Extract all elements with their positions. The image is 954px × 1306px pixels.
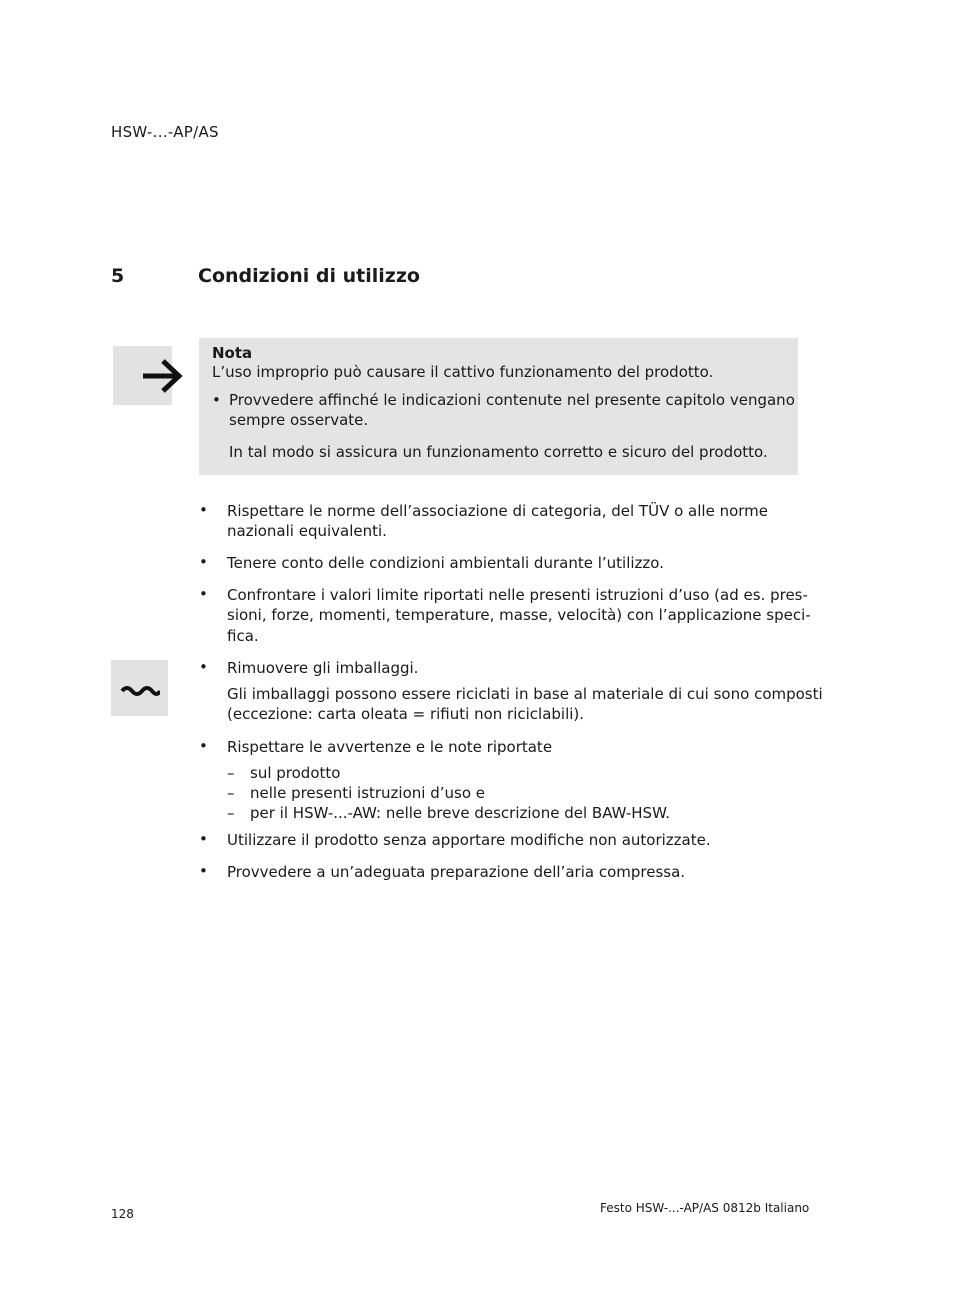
sub-item-1: sul prodotto <box>250 764 341 782</box>
list-bullet: • <box>199 585 208 603</box>
list-item-3-line3: fica. <box>227 627 259 645</box>
note-icon-box <box>113 346 172 405</box>
list-item-3-line2: sioni, forze, momenti, temperature, masse, velocità) con l’applicazione speci- <box>227 606 811 624</box>
list-item-1-line1: Rispettare le norme dell’associazione di categoria, del TÜV o alle norme <box>227 502 769 520</box>
sub-item-dash: – <box>227 784 235 802</box>
list-item-4-detail-line1: Gli imballaggi possono essere riciclati in base al materiale di cui sono composti <box>227 685 823 703</box>
list-bullet: • <box>199 658 208 676</box>
list-item-1-line2: nazionali equivalenti. <box>227 522 387 540</box>
list-item-4-detail-line2: (eccezione: carta oleata = rifiuti non riciclabili). <box>227 705 585 723</box>
publication-footer: Festo HSW-...-AP/AS 0812b Italiano <box>600 1201 810 1215</box>
list-item-4: Rimuovere gli imballaggi. <box>227 659 419 677</box>
sub-item-3: per il HSW-...-AW: nelle breve descrizione del BAW-HSW. <box>250 804 670 822</box>
list-bullet: • <box>199 830 208 848</box>
sub-item-dash: – <box>227 764 235 782</box>
note-result: In tal modo si assicura un funzionamento corretto e sicuro del prodotto. <box>229 443 768 461</box>
list-bullet: • <box>199 553 208 571</box>
note-text: L’uso improprio può causare il cattivo funzionamento del prodotto. <box>212 363 714 381</box>
sub-item-2: nelle presenti istruzioni d’uso e <box>250 784 486 802</box>
sub-item-dash: – <box>227 804 235 822</box>
page-number: 128 <box>111 1207 134 1221</box>
note-instruction-line1: Provvedere affinché le indicazioni contenute nel presente capitolo vengano <box>229 391 795 409</box>
note-bullet: • <box>212 391 221 409</box>
list-item-7: Provvedere a un’adeguata preparazione dell’aria compressa. <box>227 863 686 881</box>
environment-icon-box <box>111 660 168 716</box>
arrow-right-icon <box>141 356 185 396</box>
list-bullet: • <box>199 737 208 755</box>
list-bullet: • <box>199 862 208 880</box>
wave-icon <box>120 684 160 698</box>
list-item-2: Tenere conto delle condizioni ambientali durante l’utilizzo. <box>227 554 664 572</box>
section-number: 5 <box>111 265 125 287</box>
document-header: HSW-...-AP/AS <box>111 123 219 141</box>
section-title: Condizioni di utilizzo <box>198 265 420 287</box>
list-bullet: • <box>199 501 208 519</box>
note-title: Nota <box>212 344 253 362</box>
note-instruction-line2: sempre osservate. <box>229 411 369 429</box>
list-item-3-line1: Confrontare i valori limite riportati nelle presenti istruzioni d’uso (ad es. pres- <box>227 586 808 604</box>
list-item-5: Rispettare le avvertenze e le note riportate <box>227 738 553 756</box>
list-item-6: Utilizzare il prodotto senza apportare modifiche non autorizzate. <box>227 831 711 849</box>
